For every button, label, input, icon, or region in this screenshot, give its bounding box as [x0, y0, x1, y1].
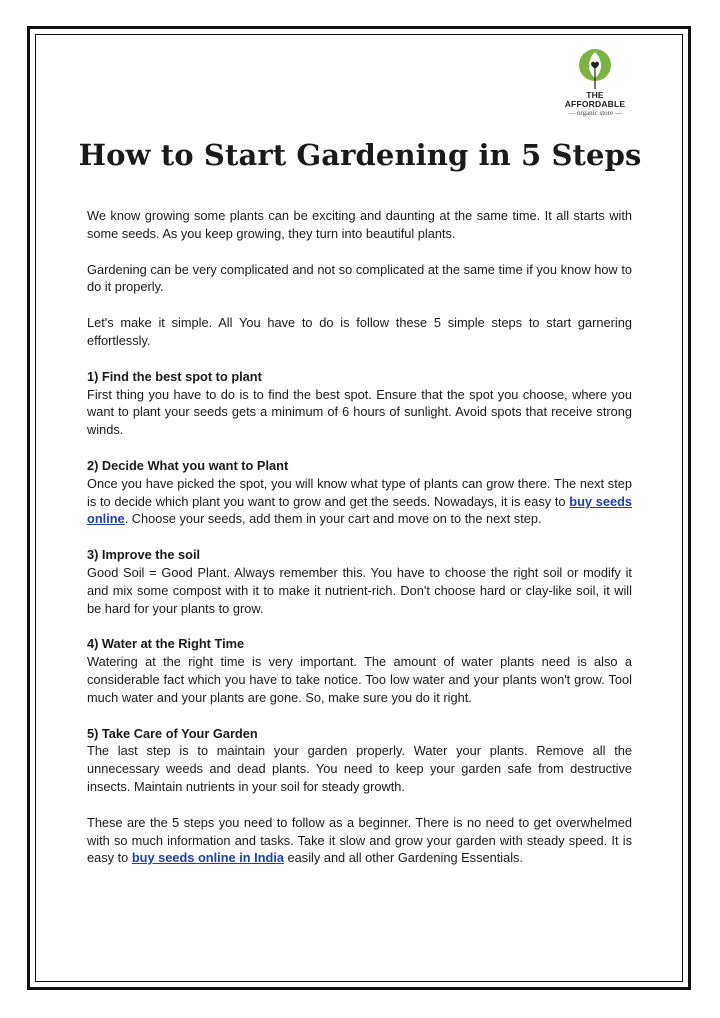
step-5-heading: 5) Take Care of Your Garden — [87, 725, 258, 741]
step-4-body: Watering at the right time is very important. The amount of water plants need is also a considerable fact which you have to take notice. Too low water and your plants won't grow. Tool much water and your plants are gone. So, make sure you do it right. — [87, 654, 632, 705]
step-5 — [87, 725, 632, 796]
step-3-heading: 3) Improve the soil — [87, 547, 201, 563]
step-2-body-after: . Choose your seeds, add them in your cart and move on to the next step. — [124, 511, 542, 527]
intro-paragraph-3: Let's make it simple. All You have to do is follow these 5 simple steps to start garnering effortlessly. — [87, 315, 632, 348]
leaf-heart-icon — [578, 48, 612, 90]
step-1 — [87, 368, 632, 439]
step-2-body-before: Once you have picked the spot, you will know what type of plants can grow there. The next step is to decide which plant you want to grow and get the seeds. Nowadays, it is easy to — [87, 475, 632, 509]
closing-before: These are the 5 steps you need to follow as a beginner. There is no need to get overwhelmed with so much information and tasks. Take it slow and grow your garden with steady speed. It is easy to — [87, 814, 632, 866]
step-1-heading: 1) Find the best spot to plant — [87, 368, 262, 384]
step-3 — [87, 546, 632, 617]
brand-name: THE AFFORDABLE — [564, 90, 626, 109]
step-2-heading: 2) Decide What you want to Plant — [87, 457, 289, 473]
article-body — [87, 207, 632, 885]
step-2 — [87, 457, 632, 528]
step-3-body: Good Soil = Good Plant. Always remember this. You have to choose the right soil or modify it and mix some compost with it to make it nutrient-rich. Don't choose hard or clay-like soil, it will be hard for your plants to grow. — [87, 564, 632, 616]
step-4-heading: 4) Water at the Right Time — [87, 636, 245, 652]
step-4 — [87, 635, 632, 706]
closing-paragraph — [87, 814, 632, 867]
page-title: How to Start Gardening in 5 Steps — [78, 138, 642, 172]
buy-seeds-online-link[interactable]: buy seeds online — [87, 493, 632, 527]
brand-subtitle: — organic store — — [568, 109, 622, 117]
step-1-body: First thing you have to do is to find the best spot. Ensure that the spot you choose, where you want to plant your seeds gets a minimum of 6 hours of sunlight. Avoid spots that receive strong winds. — [87, 386, 632, 438]
intro-paragraph-2: Gardening can be very complicated and not so complicated at the same time if you know how to do it properly. — [87, 261, 632, 295]
intro-paragraph-1: We know growing some plants can be exciting and daunting at the same time. It all starts with some seeds. As you keep growing, they turn into beautiful plants. — [87, 208, 632, 241]
closing-after: easily and all other Gardening Essentials. — [284, 850, 524, 866]
brand-logo — [560, 48, 630, 118]
buy-seeds-online-india-link[interactable]: buy seeds online in India — [131, 850, 284, 866]
step-5-body: The last step is to maintain your garden properly. Water your plants. Remove all the unnecessary weeds and dead plants. You need to keep your garden safe from destructive insects. Maintain nutrients in your soil for steady growth. — [87, 743, 632, 794]
